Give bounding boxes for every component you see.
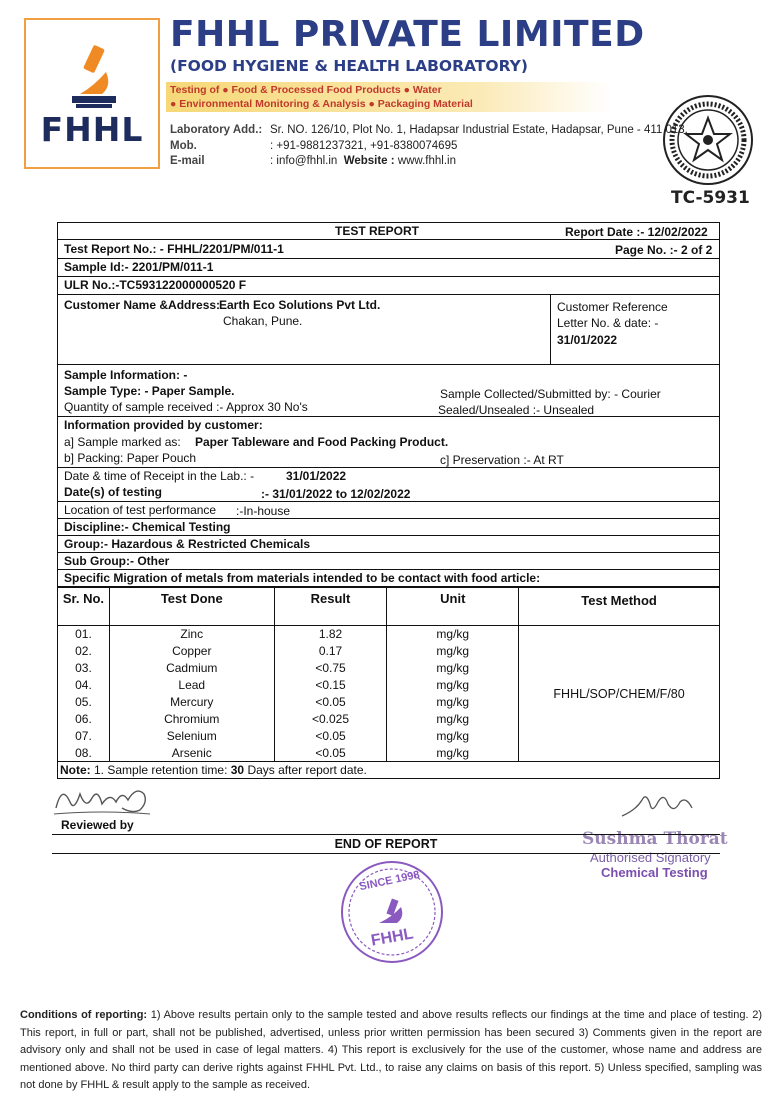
test-method-cell (519, 626, 720, 762)
col-header-test: Test Done (109, 588, 274, 626)
signatory-name: Sushma Thorat (582, 829, 728, 849)
sample-marked-value: Paper Tableware and Food Packing Product. (195, 435, 449, 449)
row-test: Cadmium (109, 660, 274, 677)
sample-id: Sample Id:- 2201/PM/011-1 (64, 260, 214, 274)
sample-preservation: c] Preservation :- At RT (440, 453, 564, 467)
report-date: Report Date :- 12/02/2022 (565, 225, 708, 239)
end-of-report: END OF REPORT (52, 834, 720, 854)
group: Group:- Hazardous & Restricted Chemicals (64, 537, 311, 551)
row-sr: 01. (58, 626, 110, 643)
subgroup: Sub Group:- Other (64, 554, 170, 568)
row-unit: mg/kg (387, 626, 519, 643)
sample-info-heading: Sample Information: - (64, 368, 188, 382)
email-label: E-mail (170, 155, 205, 167)
signatory-signature (616, 786, 696, 826)
sample-marked-label: a] Sample marked as: (64, 435, 181, 449)
sample-id-row (57, 259, 720, 277)
customer-city: Chakan, Pune. (223, 314, 303, 328)
customer-reference-label: Customer Reference (557, 300, 668, 314)
customer-name: Earth Eco Solutions Pvt Ltd. (219, 298, 381, 312)
results-table (57, 587, 720, 762)
row-result: <0.15 (274, 677, 387, 694)
sample-collected: Sample Collected/Submitted by: - Courier (440, 387, 661, 401)
customer-reference-letter: Letter No. & date: - (557, 316, 659, 330)
sample-packing: b] Packing: Paper Pouch (64, 451, 197, 465)
conditions-label: Conditions of reporting: (20, 1009, 148, 1021)
row-test: Copper (109, 643, 274, 660)
address-value: Sr. NO. 126/10, Plot No. 1, Hadapsar Industrial Estate, Hadapsar, Pune - 411 013. (270, 124, 688, 136)
row-unit: mg/kg (387, 660, 519, 677)
accreditation-code: TC-5931 (671, 188, 750, 208)
microscope-icon (66, 42, 122, 112)
report-title-row (57, 222, 720, 240)
col-header-sr: Sr. No. (58, 588, 110, 626)
specific-migration-row (57, 570, 720, 587)
lab-address-block (170, 123, 688, 170)
note-prefix: Note: (60, 763, 91, 777)
testing-dates: :- 31/01/2022 to 12/02/2022 (261, 487, 411, 501)
row-sr: 04. (58, 677, 110, 694)
row-test: Lead (109, 677, 274, 694)
page-number: Page No. :- 2 of 2 (615, 243, 713, 257)
report-number: Test Report No.: - FHHL/2201/PM/011-1 (64, 242, 284, 256)
row-sr: 08. (58, 745, 110, 762)
customer-info-heading: Information provided by customer: (64, 418, 263, 432)
logo-text: FHHL (40, 110, 144, 149)
results-header-row (58, 588, 720, 626)
ulr-row (57, 277, 720, 295)
company-logo (24, 18, 160, 169)
row-test: Selenium (109, 728, 274, 745)
reviewed-by: Reviewed by (61, 818, 134, 832)
conditions-text: 1) Above results pertain only to the sample tested and above results reflects our findings at the time and place of testing. 2) This report, in full or part, shall not be published, advertised, unless prior written permission has been secured 3) Comments given in the report are advisory only and shall not be used in case of legal matters. 4) This report is exclusively for the use of the customer, whose name and address are mentioned above. No third party can derive rights against FHHL Pvt. Ltd., to raise any claims on basis of this report. 5) Unless specified, sampling was not done by FHHL & result apply to the sample as received. (20, 1009, 762, 1091)
dates-row (57, 468, 720, 502)
test-method: FHHL/SOP/CHEM/F/80 (553, 686, 685, 701)
row-test: Arsenic (109, 745, 274, 762)
test-report (57, 222, 720, 779)
discipline: Discipline:- Chemical Testing (64, 520, 231, 534)
receipt-label: Date & time of Receipt in the Lab.: - (64, 469, 255, 483)
testing-label: Date(s) of testing (64, 485, 163, 499)
stamp-since: SINCE 1998 (358, 868, 421, 894)
row-unit: mg/kg (387, 694, 519, 711)
row-sr: 02. (58, 643, 110, 660)
group-row (57, 536, 720, 553)
row-sr: 07. (58, 728, 110, 745)
reviewer-signature (52, 780, 162, 820)
row-sr: 03. (58, 660, 110, 677)
note-suffix: Days after report date. (244, 763, 367, 777)
services-line-1: Testing of ● Food & Processed Food Products ● Water (170, 84, 442, 96)
row-unit: mg/kg (387, 711, 519, 728)
receipt-date: 31/01/2022 (286, 469, 347, 483)
row-result: <0.05 (274, 694, 387, 711)
website-label: Website : (343, 155, 395, 167)
company-name: FHHL PRIVATE LIMITED (170, 14, 645, 55)
ulr-number: ULR No.:-TC593122000000520 F (64, 278, 247, 292)
location-row (57, 502, 720, 519)
location-label: Location of test performance (64, 503, 217, 517)
sample-sealed: Sealed/Unsealed :- Unsealed (438, 403, 595, 417)
row-unit: mg/kg (387, 728, 519, 745)
customer-info-row (57, 417, 720, 468)
location-value: :-In-house (236, 504, 291, 518)
row-result: <0.025 (274, 711, 387, 728)
subgroup-row (57, 553, 720, 570)
customer-reference-date: 31/01/2022 (557, 333, 618, 347)
accreditation-seal-icon (662, 94, 754, 186)
report-no-row (57, 240, 720, 259)
row-unit: mg/kg (387, 643, 519, 660)
table-row (58, 626, 720, 643)
row-test: Zinc (109, 626, 274, 643)
sample-quantity: Quantity of sample received :- Approx 30 No's (64, 400, 308, 414)
discipline-row (57, 519, 720, 536)
company-subtitle: (FOOD HYGIENE & HEALTH LABORATORY) (170, 57, 528, 75)
specific-migration-heading: Specific Migration of metals from materials intended to be contact with food article: (64, 571, 541, 585)
row-result: <0.05 (274, 745, 387, 762)
sample-info-row (57, 365, 720, 417)
col-header-method: Test Method (519, 588, 720, 626)
note (60, 763, 367, 777)
signatory-dept: Chemical Testing (601, 865, 708, 880)
col-header-unit: Unit (387, 588, 519, 626)
website-value: www.fhhl.in (397, 155, 456, 167)
row-result: <0.05 (274, 728, 387, 745)
lab-stamp (339, 859, 445, 965)
row-unit: mg/kg (387, 745, 519, 762)
customer-label: Customer Name &Address: (64, 298, 221, 312)
mob-value: : +91-9881237321, +91-8380074695 (270, 139, 458, 152)
row-result: 1.82 (274, 626, 387, 643)
note-text: 1. Sample retention time: (90, 763, 231, 777)
note-row (57, 762, 720, 779)
row-test: Mercury (109, 694, 274, 711)
row-result: <0.75 (274, 660, 387, 677)
services-line-2: ● Environmental Monitoring & Analysis ● Packaging Material (170, 98, 473, 110)
mob-label: Mob. (170, 139, 197, 152)
report-title: TEST REPORT (335, 224, 420, 238)
row-sr: 06. (58, 711, 110, 728)
conditions-of-reporting (20, 1007, 762, 1095)
signatory-title: Authorised Signatory (590, 850, 711, 865)
sample-type: Sample Type: - Paper Sample. (64, 384, 235, 398)
address-label: Laboratory Add.: (170, 124, 263, 136)
note-days: 30 (230, 763, 245, 777)
email-value: : info@fhhl.in (270, 155, 338, 167)
row-sr: 05. (58, 694, 110, 711)
col-header-result: Result (274, 588, 387, 626)
row-unit: mg/kg (387, 677, 519, 694)
stamp-text: FHHL (369, 925, 415, 950)
row-test: Chromium (109, 711, 274, 728)
row-result: 0.17 (274, 643, 387, 660)
services-band (166, 82, 612, 112)
customer-row (57, 295, 720, 365)
accreditation-seal (662, 94, 754, 186)
